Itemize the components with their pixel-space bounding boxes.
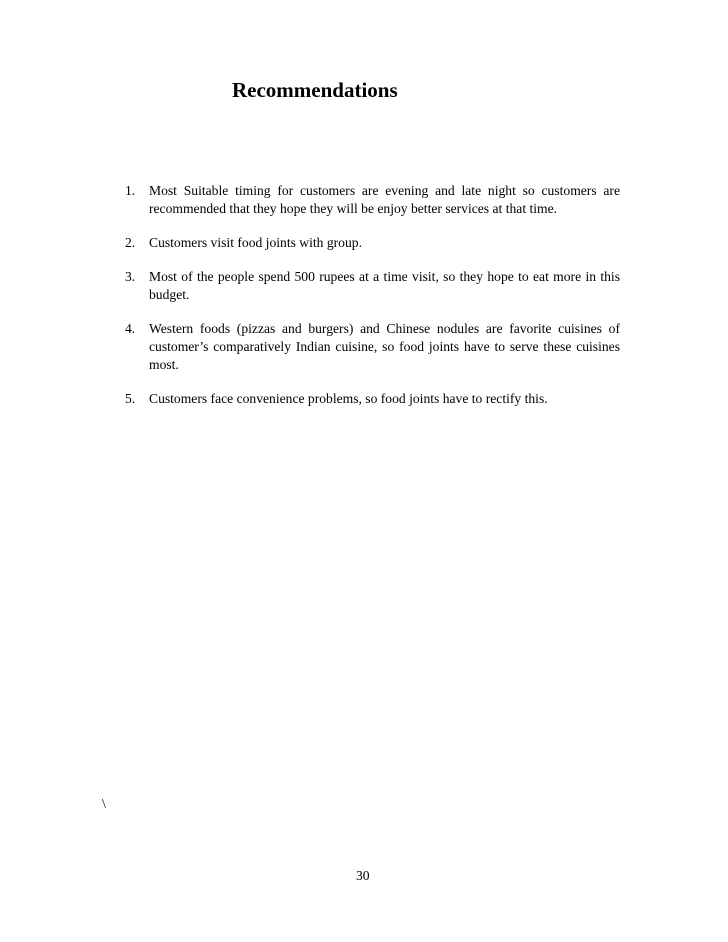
recommendation-text: Western foods (pizzas and burgers) and Chinese nodules are favorite cuisines of customer’s comparatively Indian cuisine, so food joints have to serve these cuisines most. — [149, 321, 620, 372]
page-number: 30 — [356, 868, 370, 883]
recommendations-list — [125, 182, 620, 424]
recommendation-item-1 — [125, 182, 620, 218]
recommendation-text: Customers visit food joints with group. — [149, 235, 362, 250]
recommendation-text: Most Suitable timing for customers are evening and late night so customers are recommended that they hope they will be enjoy better services at that time. — [149, 183, 620, 216]
recommendation-item-5 — [125, 390, 620, 408]
recommendation-number: 1. — [125, 183, 136, 198]
recommendation-text: Customers face convenience problems, so food joints have to rectify this. — [149, 391, 548, 406]
recommendation-text: Most of the people spend 500 rupees at a time visit, so they hope to eat more in this budget. — [149, 269, 620, 302]
recommendation-item-2 — [125, 234, 620, 252]
recommendation-number: 5. — [125, 391, 136, 406]
recommendation-number: 4. — [125, 321, 136, 336]
stray-backslash-mark: \ — [102, 797, 106, 812]
recommendation-number: 3. — [125, 269, 136, 284]
page-title: Recommendations — [232, 78, 398, 102]
recommendation-item-4 — [125, 320, 620, 374]
recommendation-number: 2. — [125, 235, 136, 250]
recommendation-item-3 — [125, 268, 620, 304]
